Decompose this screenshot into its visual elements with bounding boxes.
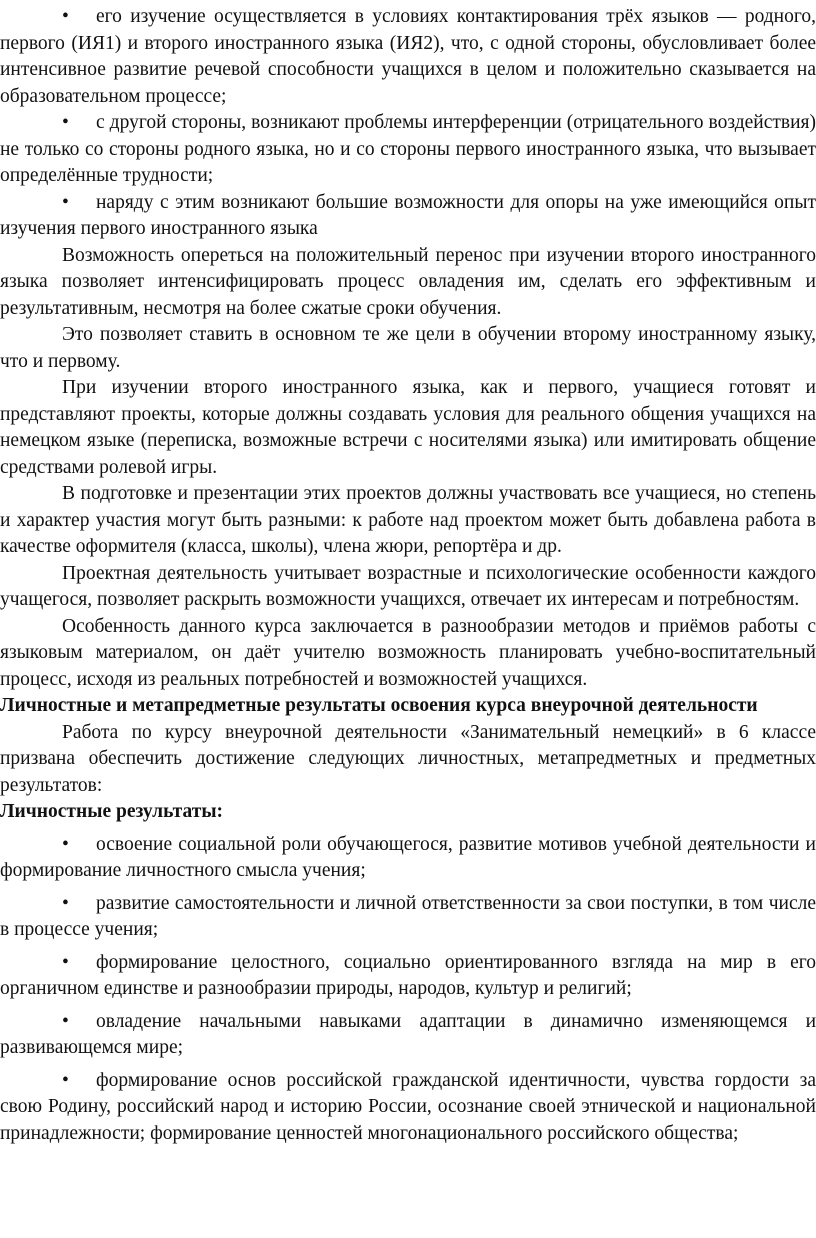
bullet-marker: •: [62, 112, 69, 133]
paragraph: При изучении второго иностранного языка, как и первого, учащиеся готовят и представляют проекты, которые должны создавать условия для реального общения учащихся на немецком языке (переписка, возможные встречи с носителями языка) или имитировать общение средствами ролевой игры.: [0, 377, 816, 478]
paragraph: Возможность опереться на положительный перенос при изучении второго иностранного языка позволяет интенсифицировать процесс овладения им, сделать его эффективным и результативным, несмотря на более сжатые сроки обучения.: [0, 244, 816, 319]
bullet-text: развитие самостоятельности и личной ответственности за свои поступки, в том числе в процессе учения;: [0, 892, 816, 940]
bullet-item: [0, 1009, 816, 1062]
bullet-text: формирование основ российской гражданской идентичности, чувства гордости за свою Родину, российский народ и историю России, осознание своей этнической и национальной принадлежности; формирование ценностей многонационального российского общества;: [0, 1069, 816, 1144]
paragraph: Особенность данного курса заключается в разнообразии методов и приёмов работы с языковым материалом, он даёт учителю возможность планировать учебно-воспитательный процесс, исходя из реальных потребностей и возможностей учащихся.: [0, 615, 816, 690]
paragraph: В подготовке и презентации этих проектов должны участвовать все учащиеся, но степень и характер участия могут быть разными: к работе над проектом может быть добавлена работа в качестве оформителя (класса, школы), члена жюри, репортёра и др.: [0, 483, 816, 557]
bullet-marker: •: [62, 191, 69, 213]
bullet-text: освоение социальной роли обучающегося, развитие мотивов учебной деятельности и формирование личностного смысла учения;: [0, 833, 816, 881]
paragraph: Работа по курсу внеурочной деятельности «Занимательный немецкий» в 6 классе призвана обеспечить достижение следующих личностных, метапредметных и предметных результатов:: [0, 721, 816, 796]
bullet-item: [0, 4, 816, 110]
bullet-item: [0, 190, 816, 243]
bullet-marker: •: [62, 951, 69, 973]
bullet-text: с другой стороны, возникают проблемы интерференции (отрицательного воздействия) не только со стороны родного языка, но и со стороны первого иностранного языка, что вызывает определённые трудности;: [0, 112, 816, 186]
bullet-text: его изучение осуществляется в условиях контактирования трёх языков — родного, первого (ИЯ1) и второго иностранного языка (ИЯ2), что, с одной стороны, обусловливает более интенсивное развитие речевой способности учащихся в целом и положительно сказывается на образовательном процессе;: [0, 6, 816, 107]
paragraph: Это позволяет ставить в основном те же цели в обучении второму иностранному языку, что и первому.: [0, 324, 816, 372]
bullet-item: [0, 832, 816, 885]
bullet-item: [0, 110, 816, 190]
bullet-item: [0, 891, 816, 944]
paragraph: Проектная деятельность учитывает возрастные и психологические особенности каждого учащегося, позволяет раскрыть возможности учащихся, отвечает их интересам и потребностям.: [0, 562, 816, 610]
bullet-marker: •: [62, 6, 69, 27]
bullet-marker: •: [62, 833, 69, 855]
bullet-text: овладение начальными навыками адаптации в динамично изменяющемся и развивающемся мире;: [0, 1010, 816, 1058]
bullet-item: [0, 950, 816, 1003]
section-heading: Личностные и метапредметные результаты освоения курса внеурочной деятельности: [0, 695, 758, 716]
bullet-item: [0, 1068, 816, 1148]
bullet-marker: •: [62, 1069, 69, 1091]
subsection-heading: Личностные результаты:: [0, 801, 224, 822]
bullet-marker: •: [62, 1010, 69, 1032]
bullet-text: формирование целостного, социально ориентированного взгляда на мир в его органичном единстве и разнообразии природы, народов, культур и религий;: [0, 951, 816, 999]
bullet-text: наряду с этим возникают большие возможности для опоры на уже имеющийся опыт изучения первого иностранного языка: [0, 191, 816, 239]
bullet-marker: •: [62, 892, 69, 914]
